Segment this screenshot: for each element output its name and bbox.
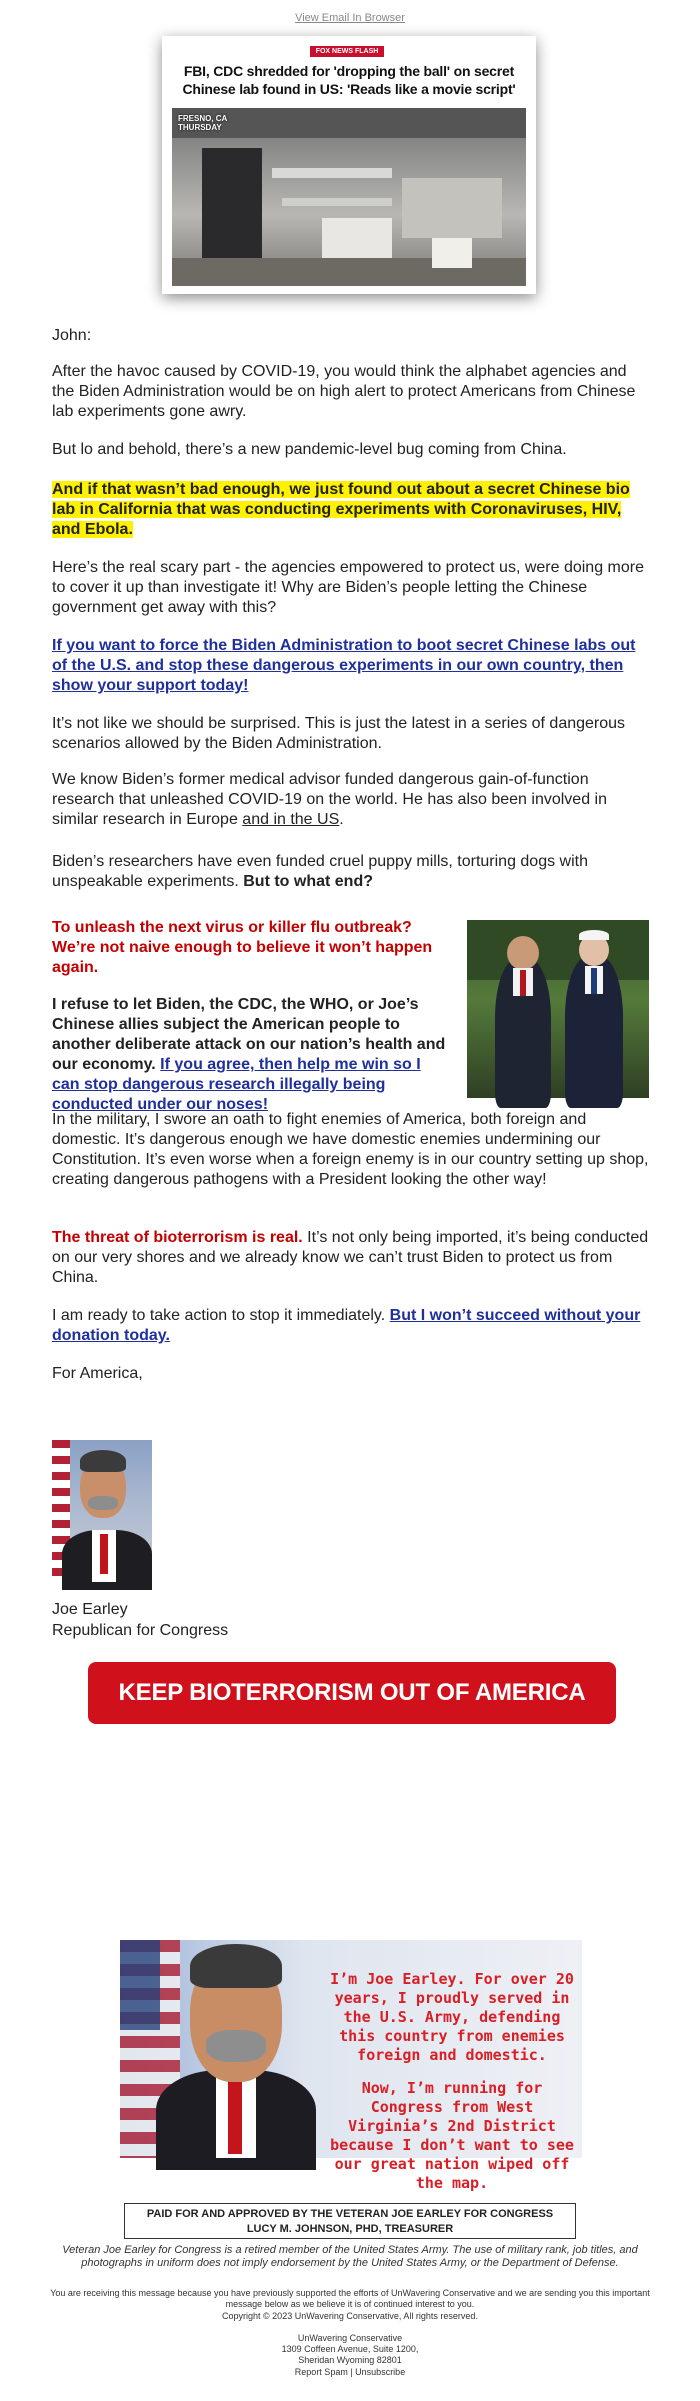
signature-name: Joe Earley [52, 1601, 128, 1618]
lab-photo [172, 108, 526, 286]
paragraph-10 [52, 995, 452, 1115]
paragraph-7-text: We know Biden’s former medical advisor funded dangerous gain-of-function research that unleashed COVID-19 on the world. He has also been involved in similar research in Europe [52, 771, 607, 828]
view-in-browser-link[interactable]: View Email In Browser [295, 12, 405, 24]
org-name: UnWavering Conservative [297, 2333, 403, 2343]
paragraph-3-highlight [52, 480, 652, 540]
news-location [178, 114, 227, 132]
keep-bioterrorism-out-button[interactable]: KEEP BIOTERRORISM OUT OF AMERICA [88, 1662, 616, 1724]
paragraph-1: After the havoc caused by COVID-19, you would think the alphabet agencies and the Biden Administration would be on high alert to protect Americans from Chinese lab experiments gone awry. [52, 363, 636, 420]
help-me-win-link[interactable]: If you agree, then help me win so I can stop dangerous research illegally being conducted under our noses! [52, 1056, 421, 1113]
paragraph-11: In the military, I swore an oath to fight enemies of America, both foreign and domestic. It’s dangerous enough we have domestic enemies undermining our Constitution. It’s even worse when a foreign enemy is in our country setting up shop, creating dangerous pathogens with a President looking the other way! [52, 1111, 649, 1188]
receiving-notice: You are receiving this message because you have previously supported the efforts of UnWavering Conservative and we are sending you this important message below as we believe it is of continued interest to you. [50, 2288, 650, 2309]
paragraph-8 [52, 852, 652, 892]
support-link[interactable]: If you want to force the Biden Administration to boot secret Chinese labs out of the U.S. and stop these dangerous experiments in our own country, then show your support today! [52, 637, 636, 694]
address-line-2: Sheridan Wyoming 82801 [298, 2355, 402, 2365]
candidate-banner-image[interactable] [120, 1940, 582, 2192]
signoff: For America, [52, 1365, 143, 1382]
paragraph-10-bold: I refuse to let Biden, the CDC, the WHO, or Joe’s Chinese allies subject the American people to another deliberate attack on our nation’s health and our economy. [52, 996, 446, 1073]
footer-links [40, 2367, 660, 2378]
paragraph-5 [52, 636, 652, 696]
banner-text [328, 1970, 576, 2193]
donation-link[interactable]: But I won’t succeed without your donation today. [52, 1307, 641, 1344]
in-the-us-link[interactable]: and in the US [242, 811, 340, 828]
news-badge: FOX NEWS FLASH [310, 46, 384, 57]
copyright: Copyright © 2023 UnWavering Conservative, All rights reserved. [222, 2311, 478, 2321]
address-line-1: 1309 Coffeen Avenue, Suite 1200, [281, 2344, 419, 2354]
paid-for-line: PAID FOR AND APPROVED BY THE VETERAN JOE EARLEY FOR CONGRESS [146, 2208, 554, 2220]
leaders-photo [467, 920, 649, 1098]
unsubscribe-link[interactable]: Unsubscribe [355, 2367, 406, 2377]
paragraph-6: It’s not like we should be surprised. This is just the latest in a series of dangerous scenarios allowed by the Biden Administration. [52, 715, 626, 752]
report-spam-link[interactable]: Report Spam [294, 2367, 348, 2377]
news-headline-line2: Chinese lab found in US: 'Reads like a movie script' [182, 81, 516, 97]
banner-text-running: Now, I’m running for Congress from West Virginia’s 2nd District because I don’t want to see our great nation wiped off the map. [330, 2079, 574, 2192]
news-location-day: THURSDAY [178, 123, 222, 132]
news-screenshot-image[interactable] [162, 36, 536, 294]
paragraph-9-red: To unleash the next virus or killer flu outbreak? We’re not naive enough to believe it won’t happen again. [52, 919, 433, 976]
paragraph-12-text: It’s not only being imported, it’s being conducted on our very shores and we already know we can’t trust Biden to protect us from China. [52, 1229, 649, 1286]
candidate-portrait [52, 1440, 152, 1582]
news-location-city: FRESNO, CA [178, 114, 228, 123]
paragraph-13 [52, 1306, 652, 1346]
paragraph-13-text: I am ready to take action to stop it immediately. [52, 1307, 390, 1324]
news-headline [162, 62, 536, 98]
paragraph-7 [52, 770, 652, 830]
paragraph-2: But lo and behold, there’s a new pandemic-level bug coming from China. [52, 441, 567, 458]
paragraph-4: Here’s the real scary part - the agencies empowered to protect us, were doing more to cover it up than investigate it! Why are Biden’s people letting the Chinese government get away with this? [52, 559, 644, 616]
paid-for-box [124, 2203, 576, 2239]
treasurer-line: LUCY M. JOHNSON, PHD, TREASURER [246, 2223, 454, 2235]
news-headline-line1: FBI, CDC shredded for 'dropping the ball' on secret [183, 63, 515, 79]
footer-separator: | [347, 2367, 356, 2377]
paragraph-8-text: Biden’s researchers have even funded cruel puppy mills, torturing dogs with unspeakable experiments. [52, 853, 588, 890]
banner-text-intro: I’m Joe Earley. For over 20 years, I proudly served in the U.S. Army, defending this country from enemies foreign and domestic. [330, 1970, 574, 2064]
highlighted-text: And if that wasn’t bad enough, we just found out about a secret Chinese bio lab in California that was conducting experiments with Coronaviruses, HIV, and Ebola. [52, 481, 630, 538]
paragraph-8-bold: But to what end? [243, 873, 373, 890]
greeting: John: [52, 327, 92, 344]
view-in-browser [0, 12, 700, 24]
paragraph-12 [52, 1228, 652, 1288]
paragraph-7-end: . [339, 811, 344, 828]
paragraph-12-red: The threat of bioterrorism is real. [52, 1229, 303, 1246]
military-disclaimer: Veteran Joe Earley for Congress is a retired member of the United States Army. The use of military rank, job titles, and photographs in uniform does not imply endorsement by the United States Army, or the Department of Defense. [62, 2244, 638, 2269]
signature-title: Republican for Congress [52, 1622, 229, 1639]
